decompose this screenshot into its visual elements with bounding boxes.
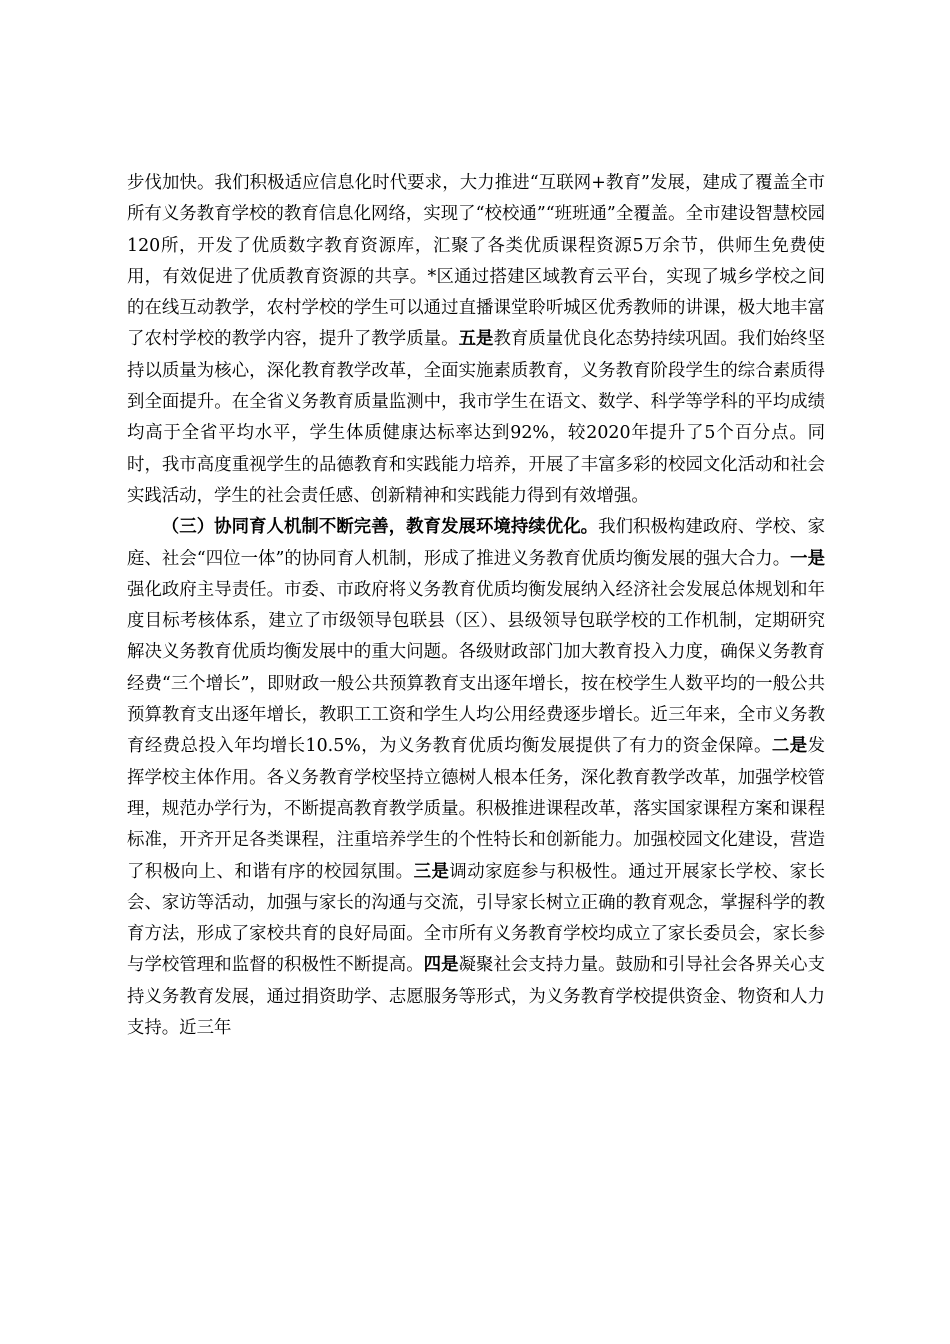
bold-marker-three: 三是 <box>413 861 450 882</box>
text-run: 教育质量优良化态势持续巩固。我们始终坚持以质量为核心，深化教育教学改革，全面实施素质教育，义务教育阶段学生的综合素质得到全面提升。在全省义务教育质量监测中，我市学生在语文、数学、科学等学科的平均成绩均高于全省平均水平，学生体质健康达标率达到92%，较2020年提升了5个百分点。同时，我市高度重视学生的品德教育和实践能力培养，开展了丰富多彩的校园文化活动和社会实践活动，学生的社会责任感、创新精神和实践能力得到有效增强。 <box>127 329 825 506</box>
section-heading: （三）协同育人机制不断完善，教育发展环境持续优化。 <box>161 517 599 538</box>
bold-marker-five: 五是 <box>458 329 494 350</box>
document-body <box>127 168 825 1044</box>
paragraph-2 <box>127 512 825 1044</box>
text-run: 强化政府主导责任。市委、市政府将义务教育优质均衡发展纳入经济社会发展总体规划和年度目标考核体系，建立了市级领导包联县（区）、县级领导包联学校的工作机制，定期研究解决义务教育优质均衡发展中的重大问题。各级财政部门加大教育投入力度，确保义务教育经费“三个增长”，即财政一般公共预算教育支出逐年增长，按在校学生人数平均的一般公共预算教育支出逐年增长，教职工工资和学生人均公用经费逐步增长。近三年来，全市义务教育经费总投入年均增长10.5%，为义务教育优质均衡发展提供了有力的资金保障。 <box>127 579 825 757</box>
text-run: 我们积极构建政府、学校、家庭、社会“四位一体”的协同育人机制，形成了推进义务教育优质均衡发展的强大合力。 <box>127 517 825 569</box>
bold-marker-two: 二是 <box>771 736 808 757</box>
text-run: 步伐加快。我们积极适应信息化时代要求，大力推进“互联网+教育”发展，建成了覆盖全市所有义务教育学校的教育信息化网络，实现了“校校通”“班班通”全覆盖。全市建设智慧校园120所，开发了优质数字教育资源库，汇聚了各类优质课程资源5万余节，供师生免费使用，有效促进了优质教育资源的共享。*区通过搭建区域教育云平台，实现了城乡学校之间的在线互动教学，农村学校的学生可以通过直播课堂聆听城区优秀教师的讲课，极大地丰富了农村学校的教学内容，提升了教学质量。 <box>127 173 825 350</box>
bold-marker-four: 四是 <box>423 955 459 976</box>
text-run: 发挥学校主体作用。各义务教育学校坚持立德树人根本任务，深化教育教学改革，加强学校管理，规范办学行为，不断提高教育教学质量。积极推进课程改革，落实国家课程方案和课程标准，开齐开足各类课程，注重培养学生的个性特长和创新能力。加强校园文化建设，营造了积极向上、和谐有序的校园氛围。 <box>127 736 825 882</box>
paragraph-1 <box>127 168 825 512</box>
text-run: 凝聚社会支持力量。鼓励和引导社会各界关心支持义务教育发展，通过捐资助学、志愿服务等形式，为义务教育学校提供资金、物资和人力支持。近三年 <box>127 955 825 1039</box>
text-run: 调动家庭参与积极性。通过开展家长学校、家长会、家访等活动，加强与家长的沟通与交流，引导家长树立正确的教育观念，掌握科学的教育方法，形成了家校共育的良好局面。全市所有义务教育学校均成立了家长委员会，家长参与学校管理和监督的积极性不断提高。 <box>127 861 825 976</box>
bold-marker-one: 一是 <box>790 548 825 569</box>
